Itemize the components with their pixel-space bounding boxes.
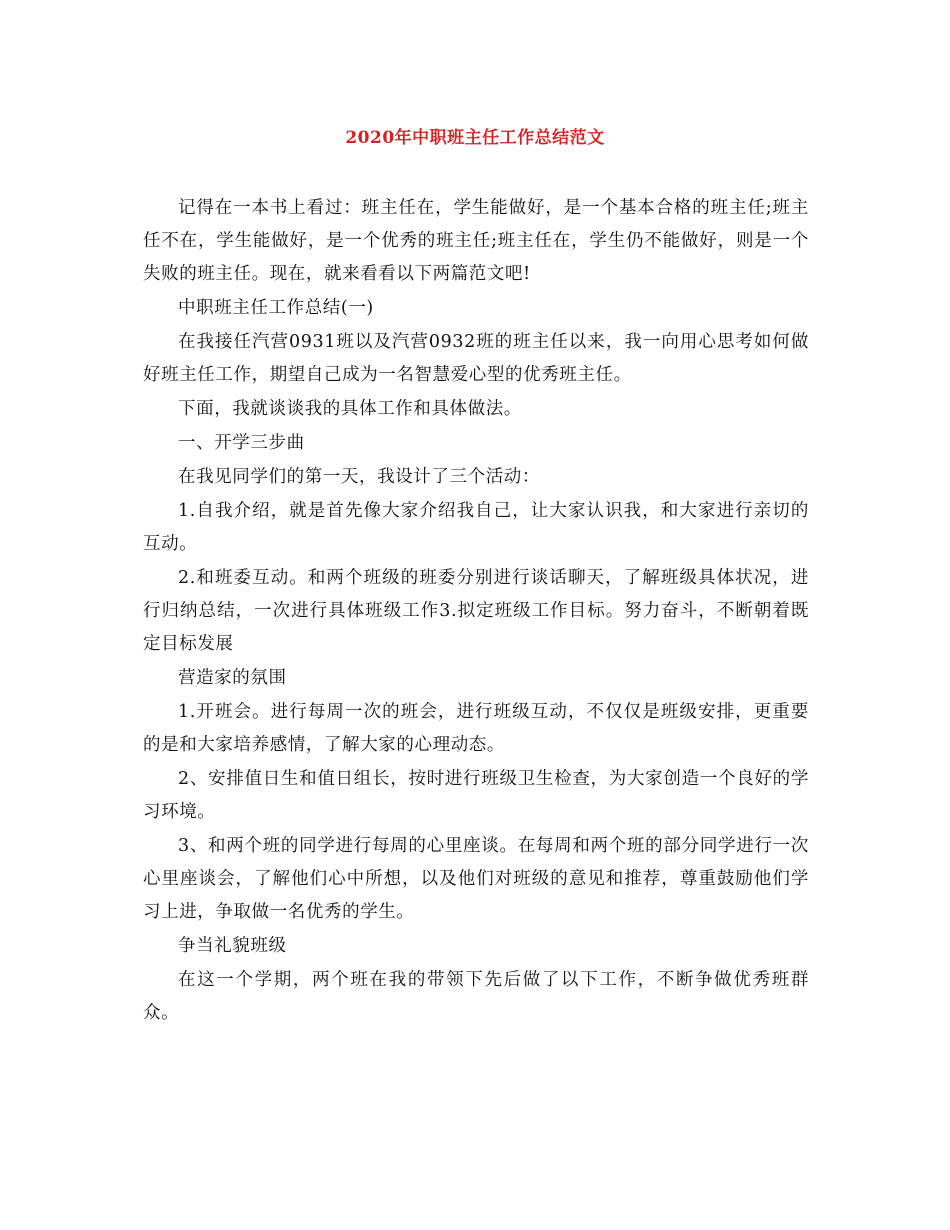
paragraph-list-item: 3、和两个班的同学进行每周的心里座谈。在每周和两个班的部分同学进行一次心里座谈会，了解他们心中所想，以及他们对班级的意见和推荐，尊重鼓励他们学习上进，争取做一名优秀的学生。 — [143, 836, 809, 922]
document-title: 2020年中职班主任工作总结范文 — [345, 128, 605, 148]
paragraph-list-item: 1.自我介绍，就是首先像大家介绍我自己，让大家认识我，和大家进行亲切的互动。 — [143, 501, 809, 554]
paragraph-list-item: 2.和班委互动。和两个班级的班委分别进行谈话聊天，了解班级具体状况，进行归纳总结，一次进行具体班级工作3.拟定班级工作目标。努力奋斗，不断朝着既定目标发展 — [143, 568, 809, 654]
paragraph-heading: 营造家的氛围 — [178, 668, 287, 688]
paragraph-list-item: 2、安排值日生和值日组长，按时进行班级卫生检查，为大家创造一个良好的学习环境。 — [143, 769, 809, 822]
paragraph-intro: 记得在一本书上看过：班主任在，学生能做好，是一个基本合格的班主任;班主任不在，学生能做好，是一个优秀的班主任;班主任在，学生仍不能做好，则是一个失败的班主任。现在，就来看看以下两篇范文吧! — [143, 198, 809, 284]
paragraph-heading-section-one: 一、开学三步曲 — [178, 433, 305, 453]
paragraph: 在我接任汽营0931班以及汽营0932班的班主任以来，我一向用心思考如何做好班主任工作，期望自己成为一名智慧爱心型的优秀班主任。 — [143, 332, 809, 385]
paragraph-heading: 争当礼貌班级 — [178, 936, 287, 956]
paragraph: 在我见同学们的第一天，我设计了三个活动： — [178, 467, 540, 487]
paragraph-list-item: 1.开班会。进行每周一次的班会，进行班级互动，不仅仅是班级安排，更重要的是和大家培养感情，了解大家的心理动态。 — [143, 702, 809, 755]
paragraph: 下面，我就谈谈我的具体工作和具体做法。 — [178, 399, 522, 419]
document-body — [143, 192, 809, 1031]
paragraph-heading-summary-one: 中职班主任工作总结(一) — [178, 298, 374, 318]
paragraph: 在这一个学期，两个班在我的带领下先后做了以下工作，不断争做优秀班群众。 — [143, 970, 809, 1023]
